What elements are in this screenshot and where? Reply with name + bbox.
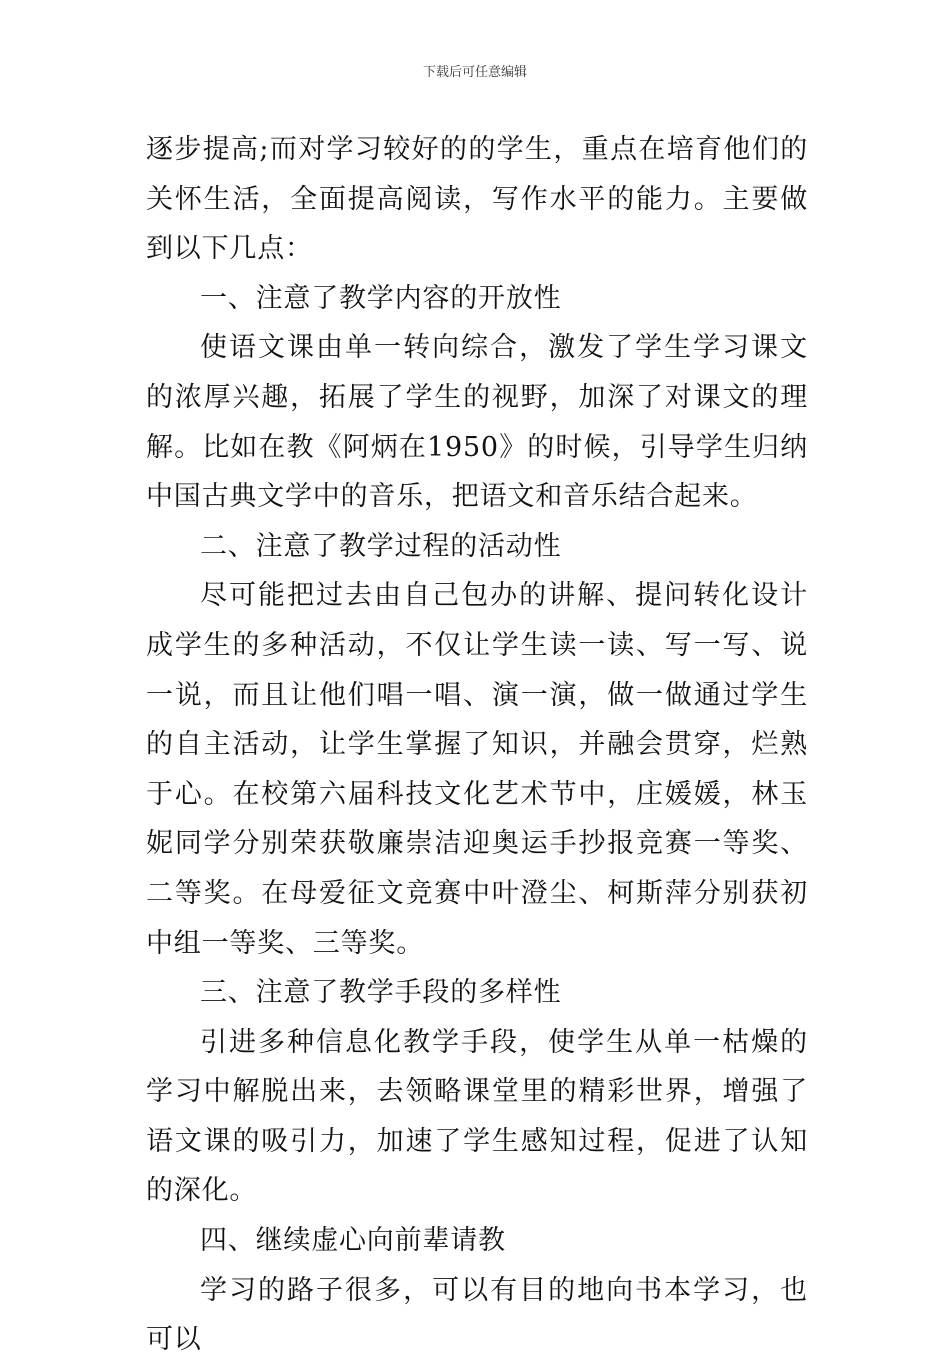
section-4-paragraph: 学习的路子很多，可以有目的地向书本学习，也可以 [146,1274,808,1356]
section-4-heading: 四、继续虚心向前辈请教 [200,1225,506,1257]
section-3-paragraph: 引进多种信息化教学手段，使学生从单一枯燥的学习中解脱出来，去领略课堂里的精彩世界，增强了语文课的吸引力，加速了学生感知过程，促进了认知的深化。 [146,1026,808,1207]
section-1-heading: 一、注意了教学内容的开放性 [200,282,562,314]
section-3-heading: 三、注意了教学手段的多样性 [200,977,562,1009]
intro-paragraph: 逐步提高;而对学习较好的的学生，重点在培育他们的关怀生活，全面提高阅读，写作水平的能力。主要做到以下几点： [146,134,808,265]
page-header-note: 下载后可任意编辑 [422,65,527,80]
section-1-paragraph: 使语文课由单一转向综合，激发了学生学习课文的浓厚兴趣，拓展了学生的视野，加深了对课文的理解。比如在教《阿炳在1950》的时候，引导学生归纳中国古典文学中的音乐，把语文和音乐结合起来。 [146,332,808,513]
section-2-paragraph: 尽可能把过去由自己包办的讲解、提问转化设计成学生的多种活动，不仅让学生读一读、写一写、说一说，而且让他们唱一唱、演一演，做一做通过学生的自主活动，让学生掌握了知识，并融会贯穿，烂熟于心。在校第六届科技文化艺术节中，庄媛媛，林玉妮同学分别荣获敬廉崇洁迎奥运手抄报竞赛一等奖、二等奖。在母爱征文竞赛中叶澄尘、柯斯萍分别获初中组一等奖、三等奖。 [146,580,808,959]
section-2-heading: 二、注意了教学过程的活动性 [200,530,562,562]
document-body [146,125,808,1365]
